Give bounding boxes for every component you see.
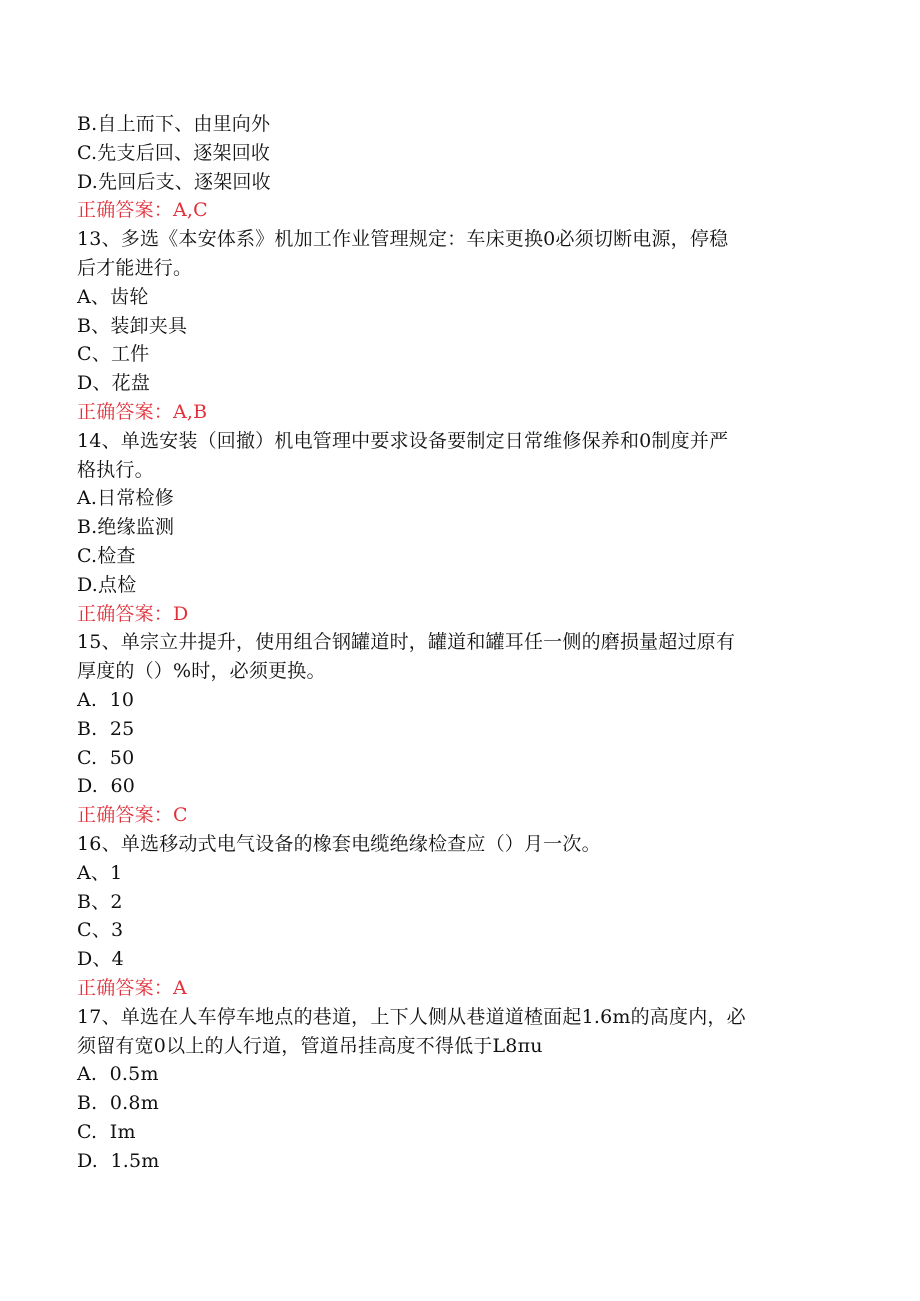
answer-line <box>77 801 837 830</box>
answer-value: C <box>173 804 188 827</box>
answer-line <box>77 196 837 225</box>
document-page <box>77 110 837 1175</box>
answer-label: 正确答案： <box>77 804 174 827</box>
question-text-line: 17、单选在人车停车地点的巷道，上下人侧从巷道道楂面起1.6m的高度内，必 <box>77 1005 746 1028</box>
question-text-line: 格执行。 <box>77 458 154 481</box>
option-line: A、齿轮 <box>77 285 149 308</box>
option-line: B. 0.8m <box>77 1092 159 1115</box>
answer-value: A <box>173 976 187 999</box>
option-line: C、工件 <box>77 343 150 366</box>
option-line: D. 60 <box>77 775 136 798</box>
option-line: B.绝缘监测 <box>77 516 175 539</box>
option-line: C、3 <box>77 919 124 942</box>
answer-label: 正确答案： <box>77 199 174 222</box>
option-line: A. 0.5m <box>77 1063 159 1086</box>
answer-line <box>77 600 837 629</box>
question-text-line: 厚度的（）%时，必须更换。 <box>77 660 326 683</box>
answer-label: 正确答案： <box>77 602 174 625</box>
option-line: A.日常检修 <box>77 487 174 510</box>
question-text-line: 13、多选《本安体系》机加工作业管理规定：车床更换0必须切断电源，停稳 <box>77 228 729 251</box>
option-line: C. 50 <box>77 746 135 769</box>
option-line: D、4 <box>77 948 124 971</box>
answer-value: A,C <box>173 199 208 222</box>
question-text-line: 15、单宗立井提升，使用组合钢罐道时，罐道和罐耳任一侧的磨损量超过原有 <box>77 631 736 654</box>
option-line: A、1 <box>77 861 123 884</box>
question-text-line: 后才能进行。 <box>77 256 193 279</box>
document-content <box>77 110 837 1175</box>
answer-label: 正确答案： <box>77 976 174 999</box>
option-line: C.先支后回、逐架回收 <box>77 141 271 164</box>
option-line: B、装卸夹具 <box>77 314 188 337</box>
option-line: D.先回后支、逐架回收 <box>77 170 271 193</box>
option-line: C. Im <box>77 1120 136 1143</box>
option-line: D、花盘 <box>77 372 151 395</box>
question-text-line: 须留有宽0以上的人行道，管道吊挂高度不得低于L8πu <box>77 1034 543 1057</box>
answer-value: D <box>173 602 189 625</box>
answer-line <box>77 974 837 1003</box>
answer-line <box>77 398 837 427</box>
option-line: B.自上而下、由里向外 <box>77 113 271 135</box>
option-line: B. 25 <box>77 717 135 740</box>
option-line: D. 1.5m <box>77 1149 160 1172</box>
answer-value: A,B <box>173 400 208 423</box>
question-text-line: 16、单选移动式电气设备的橡套电缆绝缘检查应（）月一次。 <box>77 832 601 855</box>
answer-label: 正确答案： <box>77 400 174 423</box>
option-line: C.检查 <box>77 544 136 567</box>
question-text-line: 14、单选安装（回撤）机电管理中要求设备要制定日常维修保养和0制度并严 <box>77 429 729 452</box>
option-line: D.点检 <box>77 573 137 596</box>
option-line: A. 10 <box>77 688 135 711</box>
option-line: B、2 <box>77 890 123 913</box>
